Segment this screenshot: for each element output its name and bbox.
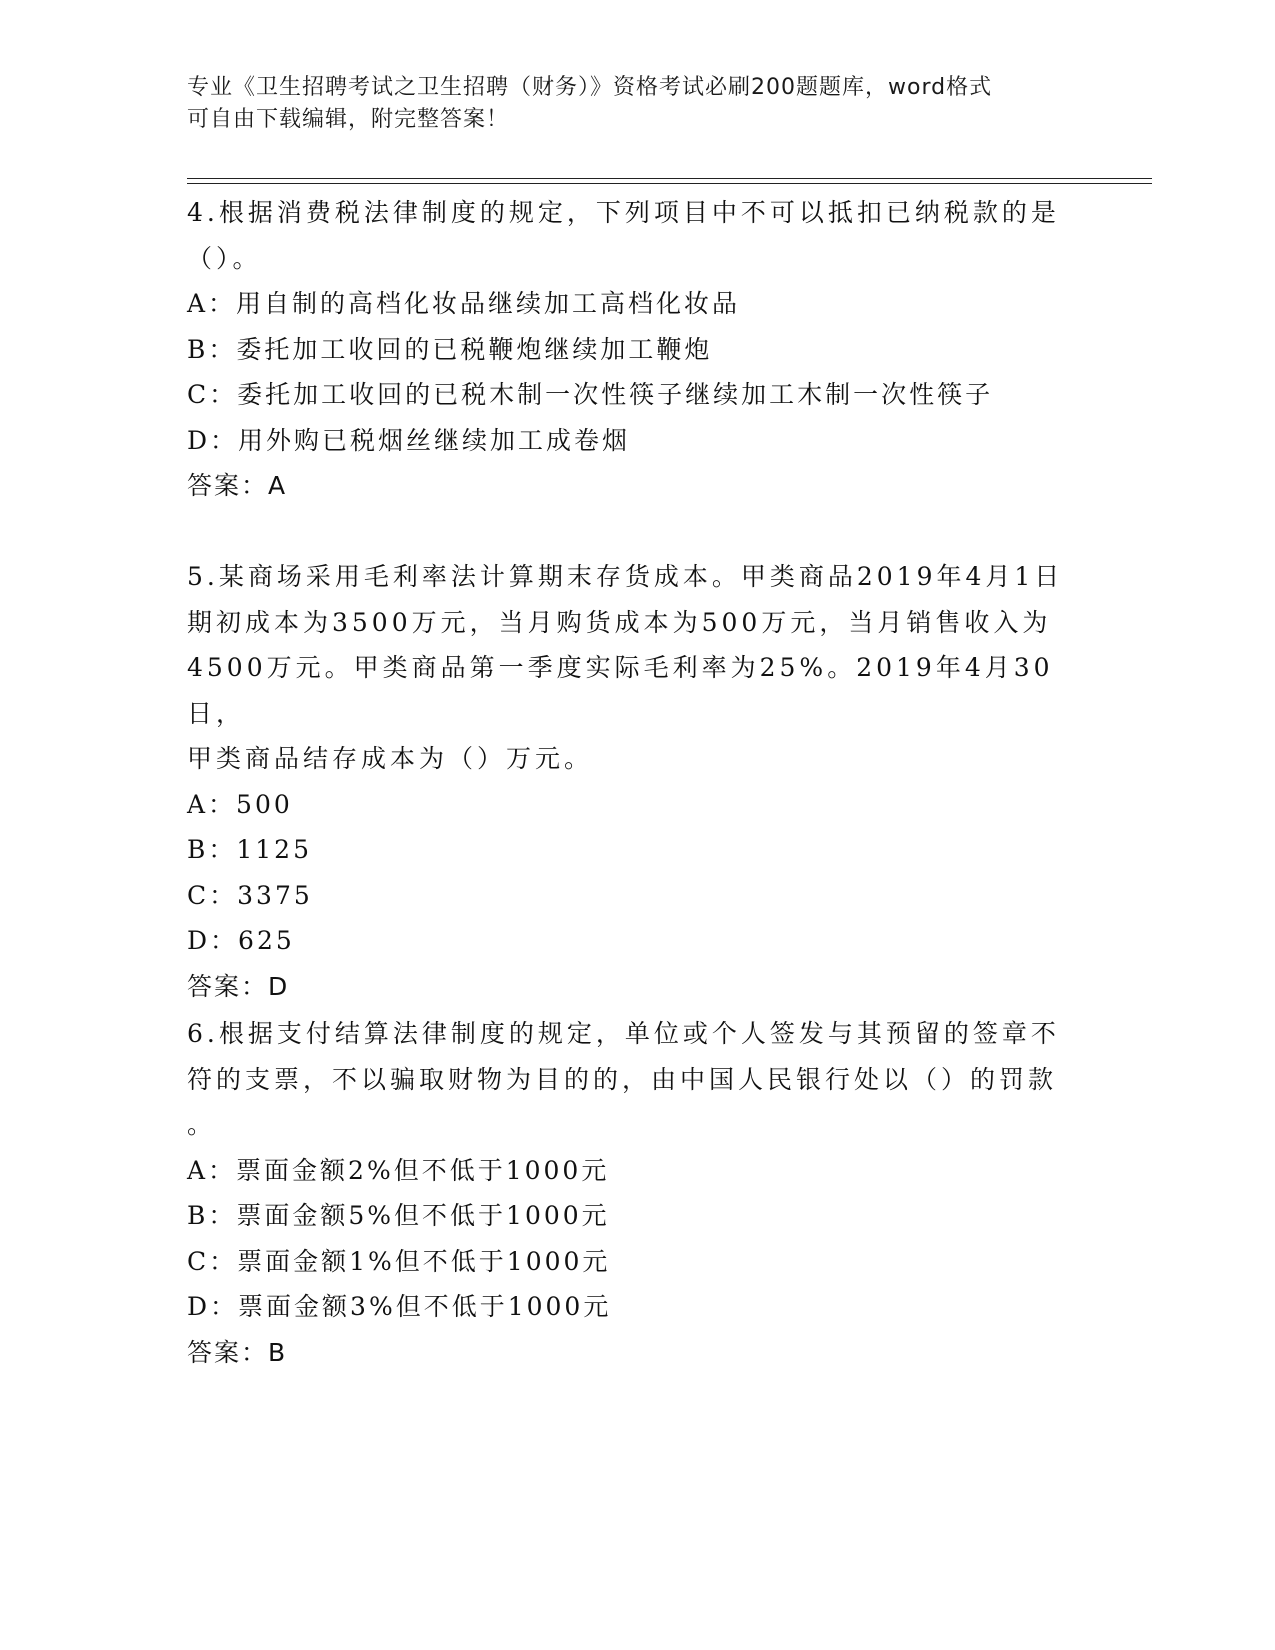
question-stem-line: （）。 [187,243,262,273]
question-stem-line: 甲类商品结存成本为（）万元。 [187,744,594,773]
option-a: A：500 [187,789,293,819]
header-divider-bottom [187,183,1152,184]
option-a: A：票面金额2%但不低于1000元 [187,1155,610,1185]
option-a: A：用自制的高档化妆品继续加工高档化妆品 [187,289,741,318]
question-stem-line: 6.根据支付结算法律制度的规定，单位或个人签发与其预留的签章不 [187,1019,1060,1048]
option-d: D：625 [187,926,295,955]
question-6 [187,1011,1067,1375]
option-b: B：票面金额5%但不低于1000元 [187,1201,610,1230]
option-b: B：委托加工收回的已税鞭炮继续加工鞭炮 [187,334,713,364]
question-stem-line: 符的支票，不以骗取财物为目的的，由中国人民银行处以（）的罚款 [187,1064,1058,1094]
option-b: B：1125 [187,835,312,864]
option-d: D：用外购已税烟丝继续加工成卷烟 [187,425,631,455]
option-d: D：票面金额3%但不低于1000元 [187,1292,612,1321]
question-4 [187,190,1067,509]
question-stem-line: 5.某商场采用毛利率法计算期末存货成本。甲类商品2019年4月1日 [187,562,1064,591]
header-title-line-1: 专业《卫生招聘考试之卫生招聘（财务）》资格考试必刷200题题库，word格式 [187,75,993,100]
header-title-line-2: 可自由下载编辑，附完整答案！ [187,107,510,132]
question-stem-line: 4500万元。甲类商品第一季度实际毛利率为25%。2019年4月30日， [187,653,1054,728]
header-divider-top [187,178,1152,179]
answer: 答案：A [187,471,288,500]
document-header [187,72,1067,136]
option-c: C：3375 [187,880,313,910]
question-stem-line: 4.根据消费税法律制度的规定，下列项目中不可以抵扣已纳税款的是 [187,198,1060,227]
question-stem-line: 期初成本为3500万元，当月购货成本为500万元，当月销售收入为 [187,607,1052,637]
question-stem-line: 。 [187,1110,217,1139]
option-c: C：票面金额1%但不低于1000元 [187,1246,611,1276]
answer: 答案：B [187,1337,288,1367]
answer: 答案：D [187,971,290,1001]
option-c: C：委托加工收回的已税木制一次性筷子继续加工木制一次性筷子 [187,380,994,409]
question-5 [187,554,1067,1009]
